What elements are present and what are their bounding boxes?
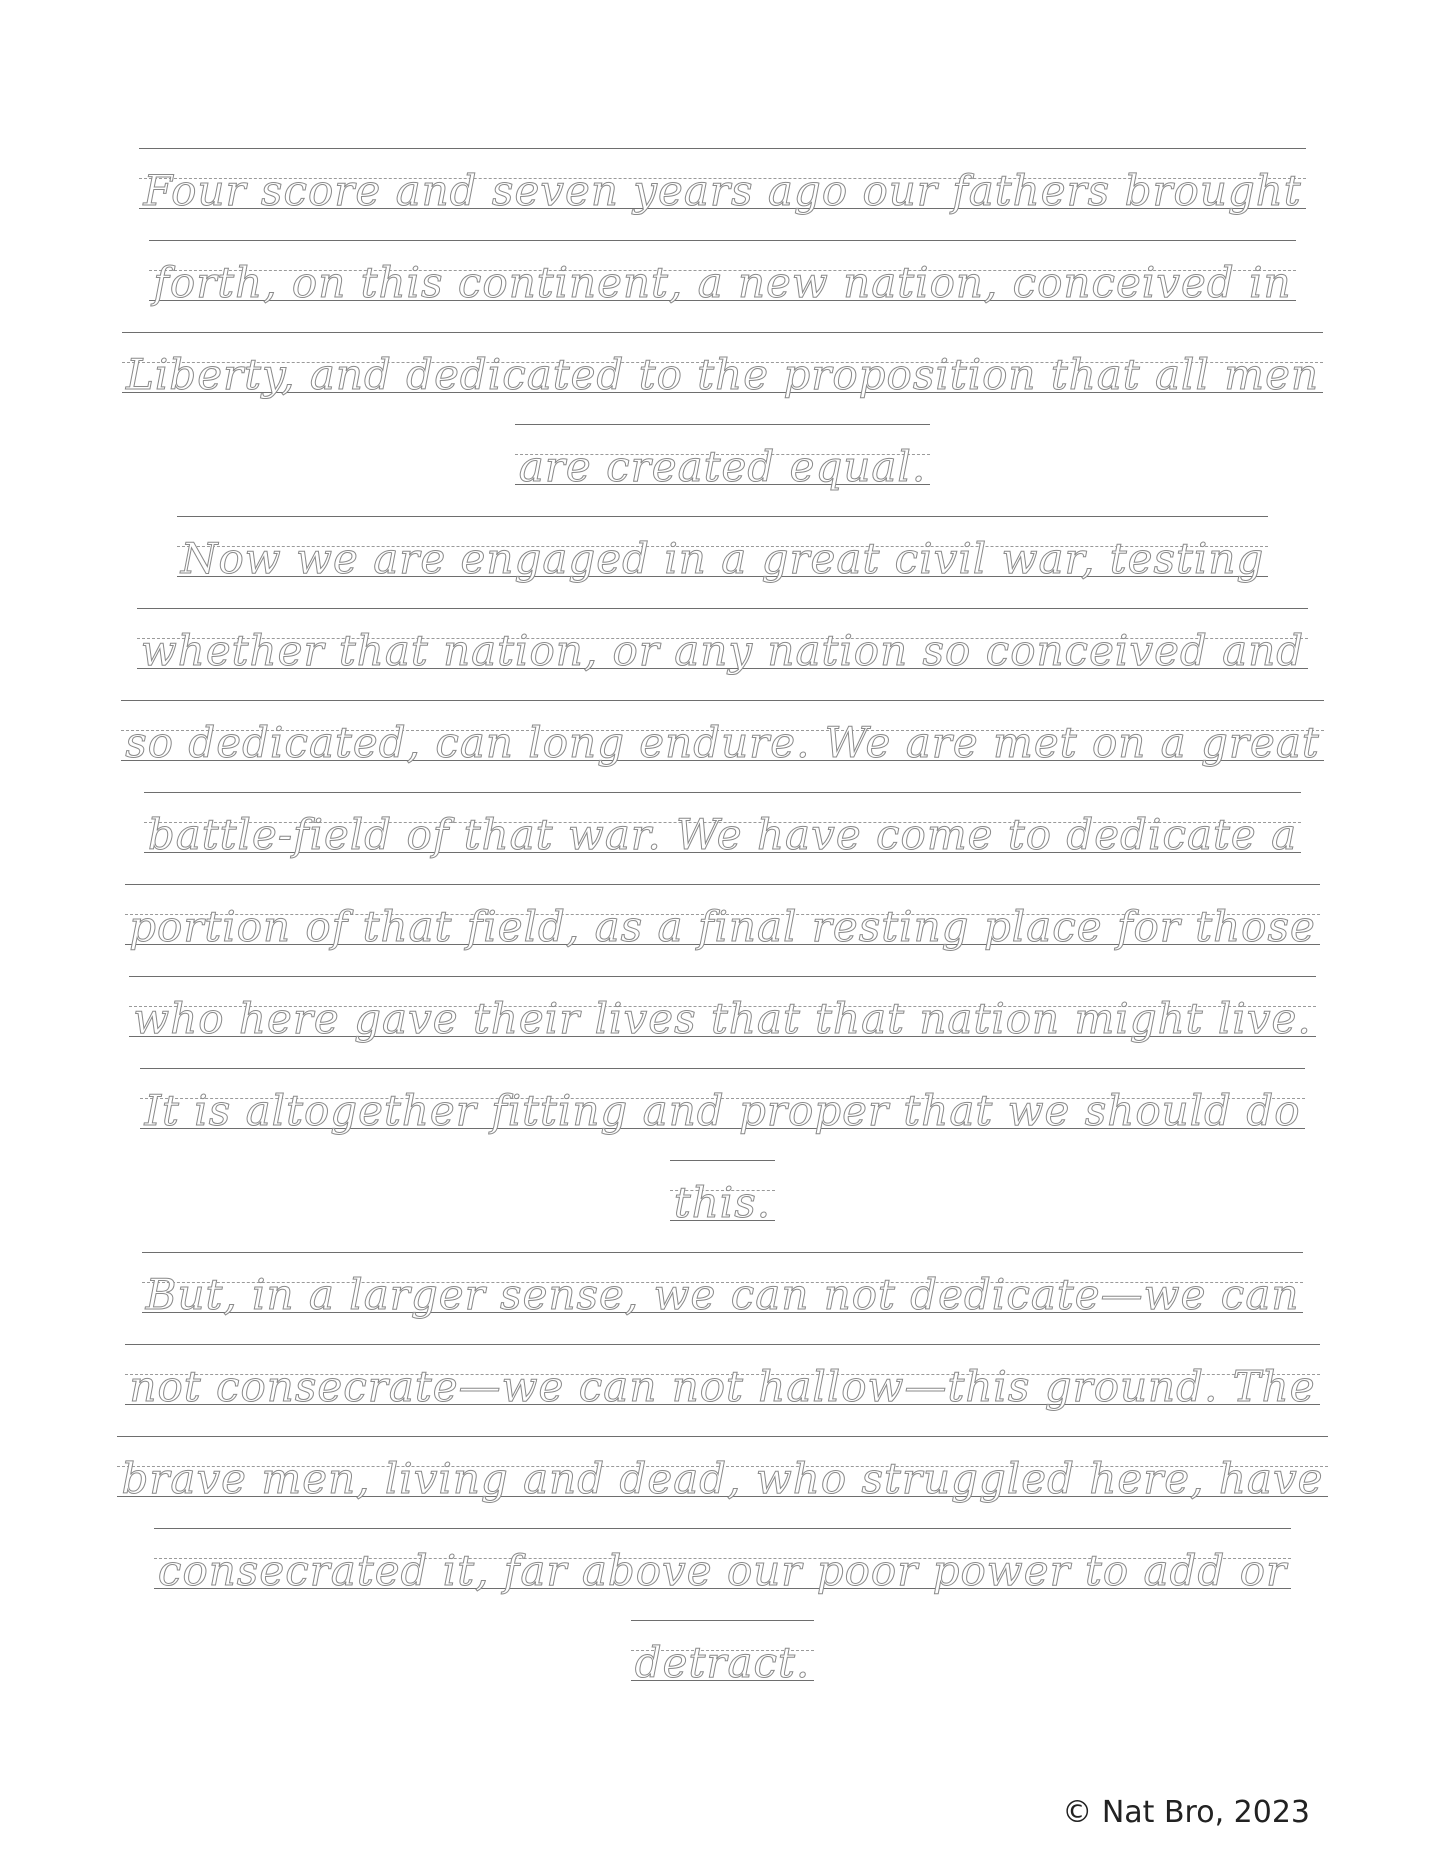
tracing-text: It is altogether fitting and proper that we should do — [144, 1086, 1301, 1135]
guide-lines — [139, 148, 1305, 240]
tracing-text: are created equal. — [518, 442, 927, 491]
tracing-text: portion of that field, as a final resting place for those — [129, 902, 1316, 951]
practice-row — [0, 148, 1445, 240]
tracing-text: whether that nation, or any nation so conceived and — [140, 626, 1305, 675]
guide-lines — [154, 1528, 1291, 1620]
guide-lines — [142, 1252, 1304, 1344]
tracing-text: Liberty, and dedicated to the proposition that all men — [125, 350, 1320, 399]
practice-row — [0, 240, 1445, 332]
practice-row — [0, 1620, 1445, 1712]
tracing-text: this. — [673, 1178, 772, 1227]
practice-row — [0, 1160, 1445, 1252]
guide-lines — [149, 240, 1295, 332]
tracing-text: detract. — [634, 1638, 811, 1687]
tracing-text: forth, on this continent, a new nation, conceived in — [153, 258, 1292, 307]
guide-lines — [121, 700, 1324, 792]
practice-row — [0, 516, 1445, 608]
guide-lines — [122, 332, 1323, 424]
guide-lines — [140, 1068, 1304, 1160]
guide-lines — [144, 792, 1301, 884]
tracing-text: But, in a larger sense, we can not dedicate—we can — [145, 1270, 1300, 1319]
practice-row — [0, 1344, 1445, 1436]
practice-row — [0, 1252, 1445, 1344]
tracing-text: Now we are engaged in a great civil war, testing — [180, 534, 1265, 583]
practice-row — [0, 608, 1445, 700]
practice-row — [0, 792, 1445, 884]
copyright-notice: © Nat Bro, 2023 — [1062, 1795, 1310, 1830]
tracing-text: Four score and seven years ago our fathers brought — [143, 166, 1302, 215]
tracing-text: not consecrate—we can not hallow—this ground. The — [129, 1362, 1316, 1411]
guide-lines — [117, 1436, 1327, 1528]
guide-lines — [670, 1160, 775, 1252]
guide-lines — [137, 608, 1308, 700]
practice-row — [0, 1436, 1445, 1528]
guide-lines — [129, 976, 1315, 1068]
practice-row — [0, 1068, 1445, 1160]
guide-lines — [177, 516, 1269, 608]
practice-row — [0, 424, 1445, 516]
tracing-text: consecrated it, far above our poor power to add or — [157, 1546, 1288, 1595]
practice-row — [0, 700, 1445, 792]
practice-row — [0, 976, 1445, 1068]
tracing-text: who here gave their lives that that nation might live. — [133, 994, 1312, 1043]
guide-lines — [125, 1344, 1319, 1436]
practice-row — [0, 1528, 1445, 1620]
guide-lines — [125, 884, 1320, 976]
tracing-text: so dedicated, can long endure. We are met on a great — [125, 718, 1320, 767]
tracing-text: brave men, living and dead, who struggled here, have — [121, 1454, 1324, 1503]
tracing-text: battle-field of that war. We have come to dedicate a — [147, 810, 1298, 859]
guide-lines — [631, 1620, 815, 1712]
guide-lines — [515, 424, 930, 516]
practice-row — [0, 884, 1445, 976]
practice-row — [0, 332, 1445, 424]
